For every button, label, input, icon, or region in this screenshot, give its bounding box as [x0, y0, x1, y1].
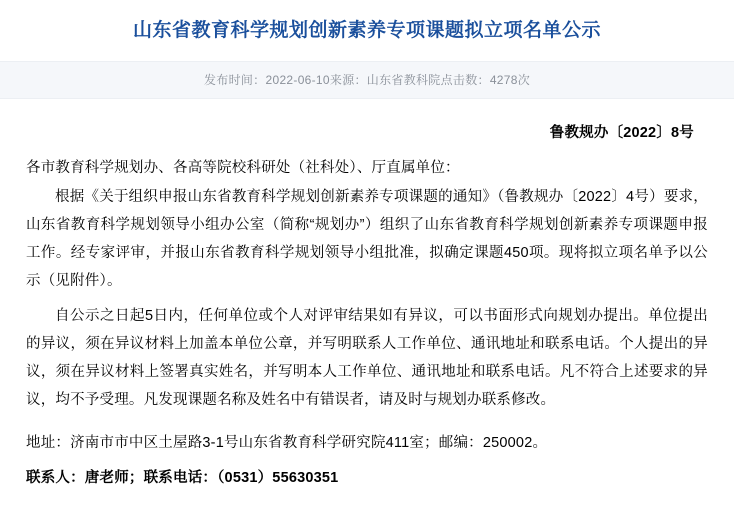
publish-time-label: 发布时间：: [203, 72, 266, 87]
page-title: 山东省教育科学规划创新素养专项课题拟立项名单公示: [132, 20, 601, 41]
document-number: 鲁教规办〔2022〕8号: [549, 124, 694, 141]
source-value: 山东省教科院: [366, 72, 441, 87]
title-bar: [0, 0, 734, 61]
source-label: 来源：: [329, 72, 367, 87]
document-addressee: 各市教育科学规划办、各高等院校科研处（社科处）、厅直属单位：: [26, 159, 460, 176]
publish-time-value: 2022-06-10: [265, 72, 330, 87]
document-address: 地址：济南市市中区土屋路3-1号山东省教育科学研究院411室；邮编：250002。: [26, 434, 548, 451]
document-paragraph-2: 自公示之日起5日内，任何单位或个人对评审结果如有异议，可以书面形式向规划办提出。单位提出的异议，须在异议材料上加盖本单位公章，并写明联系人工作单位、通讯地址和联系电话。个人提出的异议，须在异议材料上签署真实姓名，并写明本人工作单位、通讯地址和联系电话。凡不符合上述要求的异议，均不予受理。凡发现课题名称及姓名中有错误者，请及时与规划办联系修改。: [26, 307, 708, 409]
hits-label: 点击数：: [440, 72, 490, 87]
article-meta: [0, 61, 734, 99]
document-body: [0, 121, 734, 487]
hits-value: 4278次: [489, 72, 531, 87]
document-paragraph-1: 根据《关于组织申报山东省教育科学规划创新素养专项课题的通知》（鲁教规办〔2022〕4号）要求，山东省教育科学规划领导小组办公室（简称“规划办”）组织了山东省教育科学规划创新素养专项课题申报工作。经专家评审，并报山东省教育科学规划领导小组批准，拟确定课题450项。现将拟立项名单予以公示（见附件）。: [26, 188, 708, 290]
document-contact: 联系人：唐老师；联系电话：（0531）55630351: [26, 469, 339, 486]
